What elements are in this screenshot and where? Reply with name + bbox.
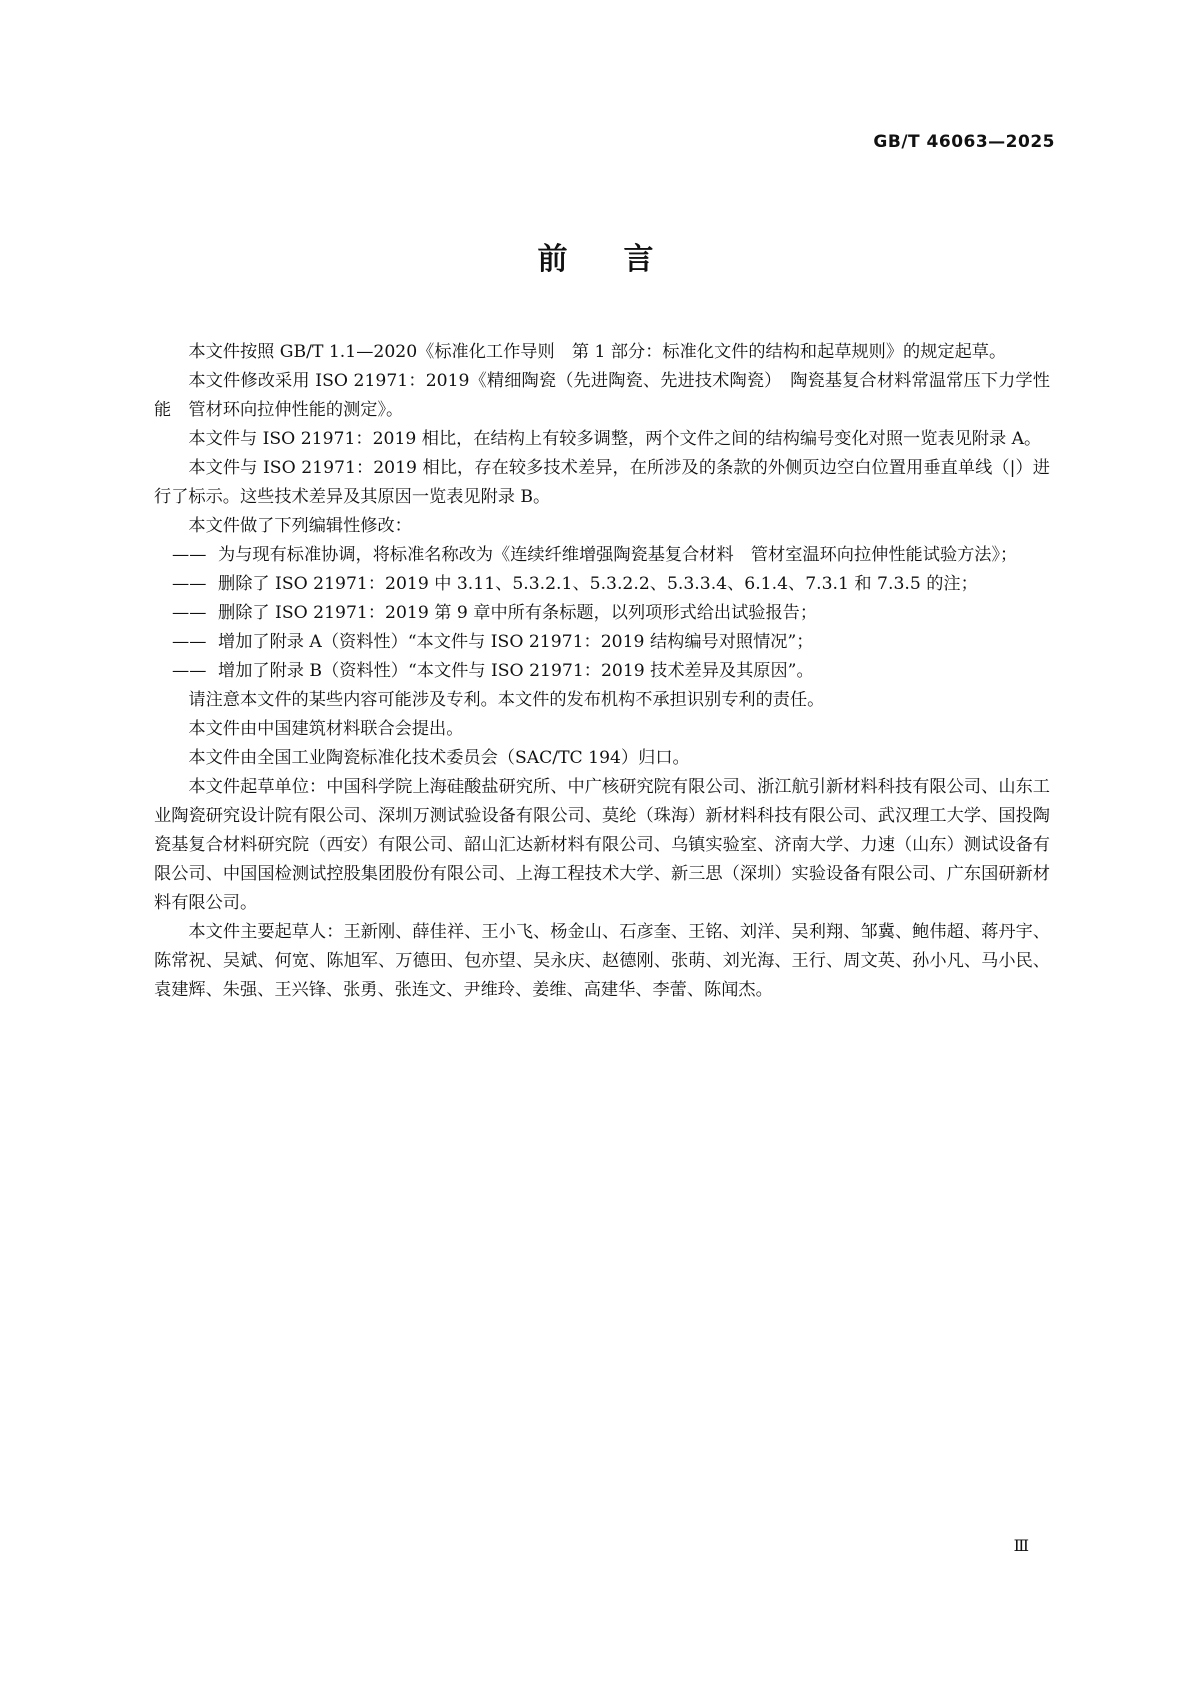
paragraph-adoption: 本文件修改采用 ISO 21971：2019《精细陶瓷（先进陶瓷、先进技术陶瓷） 陶瓷基复合材料常温常压下力学性能 管材环向拉伸性能的测定》。 bbox=[154, 371, 1050, 420]
list-item bbox=[154, 570, 1050, 599]
paragraph-patent-notice: 请注意本文件的某些内容可能涉及专利。本文件的发布机构不承担识别专利的责任。 bbox=[188, 690, 825, 710]
list-item-text: 删除了 ISO 21971：2019 第 9 章中所有条标题，以列项形式给出试验报告； bbox=[218, 603, 818, 623]
list-dash: —— bbox=[172, 603, 207, 623]
paragraph-drafting-organizations: 本文件起草单位：中国科学院上海硅酸盐研究所、中广核研究院有限公司、浙江航引新材料科技有限公司、山东工业陶瓷研究设计院有限公司、深圳万测试验设备有限公司、莫纶（珠海）新材料科技有限公司、武汉理工大学、国投陶瓷基复合材料研究院（西安）有限公司、韶山汇达新材料有限公司、乌镇实验室、济南大学、力速（山东）测试设备有限公司、中国国检测试控股集团股份有限公司、上海工程技术大学、新三思（深圳）实验设备有限公司、广东国研新材料有限公司。 bbox=[154, 777, 1050, 913]
list-dash: —— bbox=[172, 574, 207, 594]
list-dash: —— bbox=[172, 545, 207, 565]
standard-number: GB/T 46063—2025 bbox=[873, 132, 1055, 152]
list-item-text: 为与现有标准协调，将标准名称改为《连续纤维增强陶瓷基复合材料 管材室温环向拉伸性能试验方法》； bbox=[218, 545, 1018, 565]
page-title: 前言 bbox=[537, 242, 710, 277]
list-dash: —— bbox=[172, 632, 207, 652]
page-number: Ⅲ bbox=[1013, 1536, 1029, 1555]
list-item bbox=[154, 628, 1050, 657]
paragraph-committee: 本文件由全国工业陶瓷标准化技术委员会（SAC/TC 194）归口。 bbox=[188, 748, 690, 768]
list-item-text: 增加了附录 B（资料性）“本文件与 ISO 21971：2019 技术差异及其原因”。 bbox=[218, 661, 814, 681]
paragraph-drafting-rules: 本文件按照 GB/T 1.1—2020《标准化工作导则 第 1 部分：标准化文件的结构和起草规则》的规定起草。 bbox=[188, 342, 1007, 362]
paragraph-drafters: 本文件主要起草人：王新刚、薛佳祥、王小飞、杨金山、石彦奎、王铭、刘洋、吴利翔、邹冀、鲍伟超、蒋丹宇、陈常祝、吴斌、何宽、陈旭军、万德田、包亦望、吴永庆、赵德刚、张萌、刘光海、王行、周文英、孙小凡、马小民、袁建辉、朱强、王兴锋、张勇、张连文、尹维玲、姜维、高建华、李蕾、陈闻杰。 bbox=[154, 922, 1050, 1000]
list-item bbox=[154, 599, 1050, 628]
list-item-text: 增加了附录 A（资料性）“本文件与 ISO 21971：2019 结构编号对照情况”； bbox=[218, 632, 814, 652]
paragraph-proposer: 本文件由中国建筑材料联合会提出。 bbox=[188, 719, 464, 739]
paragraph-editorial-changes: 本文件做了下列编辑性修改： bbox=[188, 516, 412, 536]
list-item bbox=[154, 541, 1050, 570]
list-item bbox=[154, 657, 1050, 686]
paragraph-structure-changes: 本文件与 ISO 21971：2019 相比，在结构上有较多调整，两个文件之间的结构编号变化对照一览表见附录 A。 bbox=[188, 429, 1042, 449]
paragraph-technical-deviations: 本文件与 ISO 21971：2019 相比，存在较多技术差异，在所涉及的条款的外侧页边空白位置用垂直单线（|）进行了标示。这些技术差异及其原因一览表见附录 B。 bbox=[154, 458, 1050, 507]
list-item-text: 删除了 ISO 21971：2019 中 3.11、5.3.2.1、5.3.2.2、5.3.3.4、6.1.4、7.3.1 和 7.3.5 的注； bbox=[218, 574, 978, 594]
foreword-body bbox=[154, 338, 1050, 1005]
editorial-changes-list bbox=[154, 541, 1050, 686]
list-dash: —— bbox=[172, 661, 207, 681]
